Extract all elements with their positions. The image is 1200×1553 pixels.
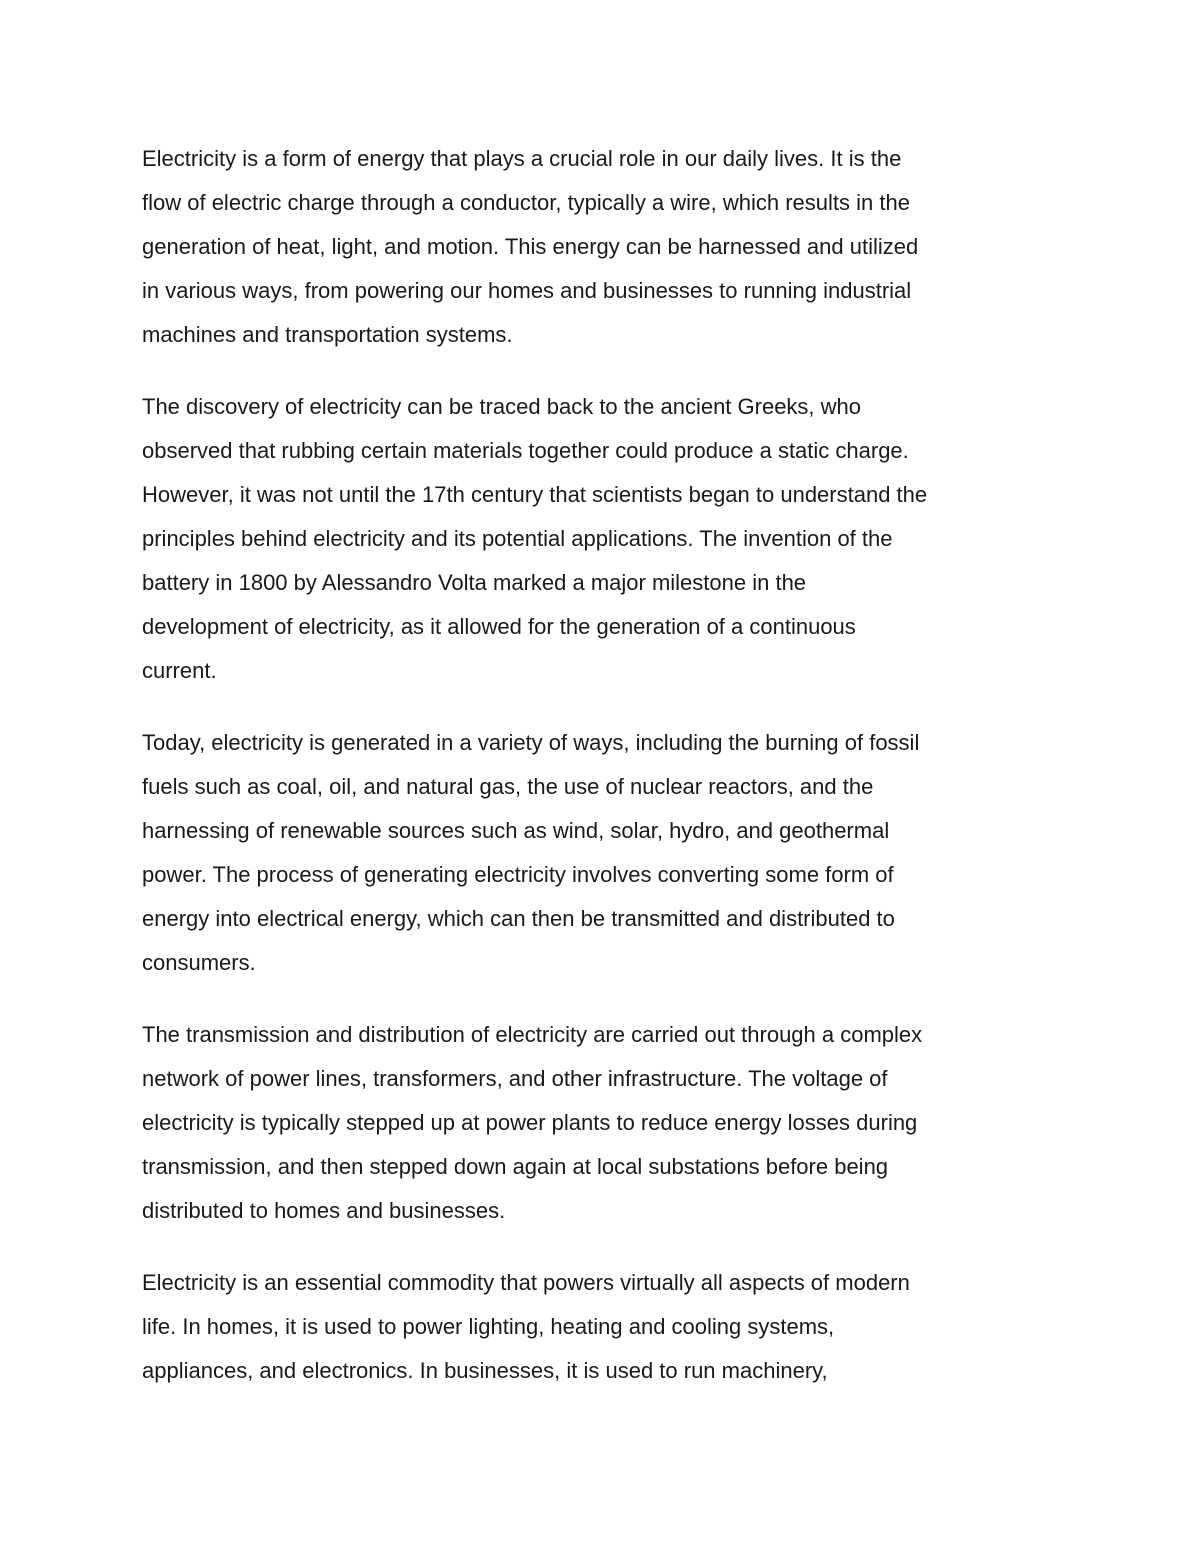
paragraph-line: distributed to homes and businesses. (142, 1198, 506, 1223)
paragraph-line: in various ways, from powering our homes and businesses to running industrial (142, 278, 912, 303)
paragraph-2 (142, 385, 1072, 693)
paragraph-line: transmission, and then stepped down again at local substations before being (142, 1154, 889, 1179)
paragraph-5 (142, 1261, 1072, 1393)
paragraph-line: battery in 1800 by Alessandro Volta marked a major milestone in the (142, 570, 807, 595)
paragraph-line: However, it was not until the 17th century that scientists began to understand the (142, 482, 928, 507)
paragraph-line: generation of heat, light, and motion. This energy can be harnessed and utilized (142, 234, 919, 259)
document-body (142, 137, 1072, 1421)
paragraph-line: harnessing of renewable sources such as wind, solar, hydro, and geothermal (142, 818, 890, 843)
paragraph-4 (142, 1013, 1072, 1233)
paragraph-line: life. In homes, it is used to power lighting, heating and cooling systems, (142, 1314, 835, 1339)
paragraph-line: current. (142, 658, 217, 683)
paragraph-line: machines and transportation systems. (142, 322, 513, 347)
paragraph-line: flow of electric charge through a conductor, typically a wire, which results in the (142, 190, 910, 215)
paragraph-line: The transmission and distribution of electricity are carried out through a complex (142, 1022, 923, 1047)
paragraph-line: Electricity is a form of energy that plays a crucial role in our daily lives. It is the (142, 146, 902, 171)
paragraph-3 (142, 721, 1072, 985)
paragraph-line: electricity is typically stepped up at power plants to reduce energy losses during (142, 1110, 918, 1135)
paragraph-line: observed that rubbing certain materials together could produce a static charge. (142, 438, 909, 463)
paragraph-line: Today, electricity is generated in a variety of ways, including the burning of fossil (142, 730, 920, 755)
paragraph-line: Electricity is an essential commodity that powers virtually all aspects of modern (142, 1270, 910, 1295)
paragraph-1 (142, 137, 1072, 357)
paragraph-line: energy into electrical energy, which can then be transmitted and distributed to (142, 906, 895, 931)
paragraph-line: principles behind electricity and its potential applications. The invention of the (142, 526, 893, 551)
paragraph-line: appliances, and electronics. In businesses, it is used to run machinery, (142, 1358, 828, 1383)
paragraph-line: power. The process of generating electricity involves converting some form of (142, 862, 894, 887)
paragraph-line: network of power lines, transformers, and other infrastructure. The voltage of (142, 1066, 888, 1091)
paragraph-line: development of electricity, as it allowed for the generation of a continuous (142, 614, 856, 639)
paragraph-line: fuels such as coal, oil, and natural gas, the use of nuclear reactors, and the (142, 774, 874, 799)
paragraph-line: consumers. (142, 950, 256, 975)
paragraph-line: The discovery of electricity can be traced back to the ancient Greeks, who (142, 394, 862, 419)
